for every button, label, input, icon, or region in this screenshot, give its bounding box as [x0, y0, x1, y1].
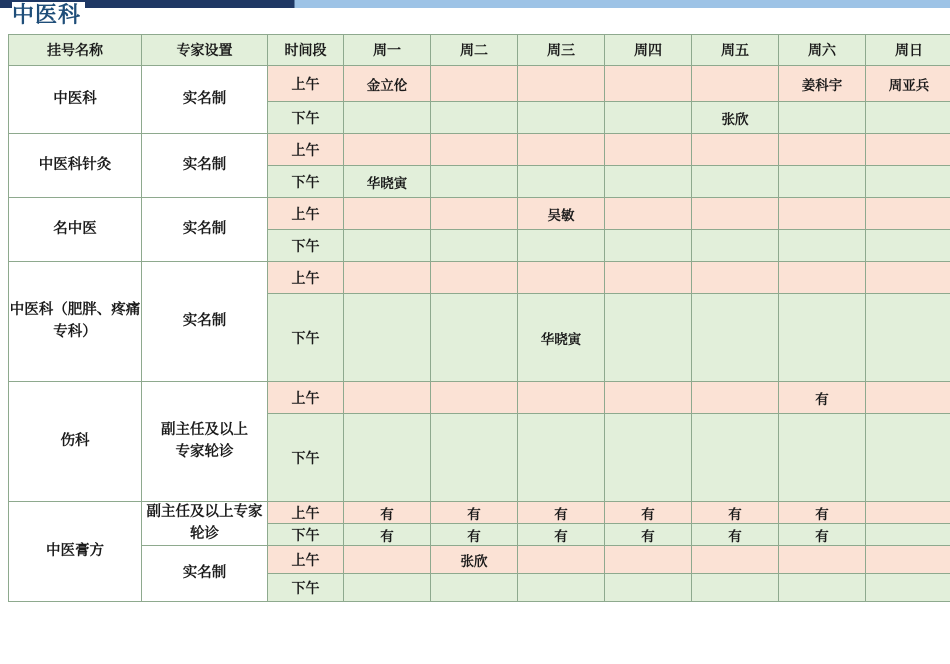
schedule-cell [431, 414, 518, 502]
schedule-cell [518, 546, 605, 574]
schedule-cell [692, 166, 779, 198]
schedule-cell[interactable]: 张欣 [692, 102, 779, 134]
period-cell: 下午 [268, 102, 344, 134]
registration-name-cell: 伤科 [9, 382, 142, 502]
table-body [9, 66, 950, 602]
schedule-cell [605, 546, 692, 574]
schedule-cell [692, 546, 779, 574]
schedule-cell [431, 262, 518, 294]
period-cell: 下午 [268, 166, 344, 198]
period-cell: 下午 [268, 230, 344, 262]
schedule-cell [344, 294, 431, 382]
table-row [9, 502, 950, 524]
header-rule [0, 0, 950, 8]
schedule-cell[interactable]: 有 [779, 502, 866, 524]
schedule-cell [866, 198, 950, 230]
page-title: 中医科 [12, 2, 85, 28]
schedule-cell [605, 262, 692, 294]
schedule-cell[interactable]: 周亚兵 [866, 66, 950, 102]
schedule-cell [692, 382, 779, 414]
expert-setting-cell: 实名制 [142, 546, 268, 602]
period-cell: 下午 [268, 574, 344, 602]
schedule-cell [779, 574, 866, 602]
schedule-cell [605, 382, 692, 414]
expert-setting-cell: 实名制 [142, 134, 268, 198]
schedule-cell [431, 198, 518, 230]
schedule-cell [605, 574, 692, 602]
schedule-cell[interactable]: 金立伦 [344, 66, 431, 102]
expert-setting-cell: 副主任及以上专家轮诊 [142, 502, 268, 546]
schedule-cell [779, 198, 866, 230]
schedule-cell [692, 198, 779, 230]
schedule-cell [779, 546, 866, 574]
schedule-cell [605, 134, 692, 166]
schedule-cell [344, 198, 431, 230]
header-row [9, 35, 950, 66]
schedule-cell[interactable]: 有 [692, 502, 779, 524]
schedule-cell[interactable]: 张欣 [431, 546, 518, 574]
schedule-cell [605, 166, 692, 198]
period-cell: 下午 [268, 414, 344, 502]
schedule-cell [605, 414, 692, 502]
registration-name-cell: 中医科（肥胖、疼痛专科） [9, 262, 142, 382]
schedule-cell [779, 230, 866, 262]
schedule-cell [344, 546, 431, 574]
expert-setting-cell: 副主任及以上 专家轮诊 [142, 382, 268, 502]
schedule-cell[interactable]: 有 [605, 524, 692, 546]
registration-name-cell: 中医科 [9, 66, 142, 134]
schedule-cell[interactable]: 有 [605, 502, 692, 524]
schedule-cell [518, 574, 605, 602]
column-header-tue: 周二 [431, 35, 518, 66]
registration-name-cell: 名中医 [9, 198, 142, 262]
column-header-thu: 周四 [605, 35, 692, 66]
schedule-cell [866, 134, 950, 166]
period-cell: 下午 [268, 524, 344, 546]
schedule-cell [344, 262, 431, 294]
period-cell: 上午 [268, 382, 344, 414]
column-header-sun: 周日 [866, 35, 950, 66]
schedule-cell [866, 262, 950, 294]
schedule-cell [518, 382, 605, 414]
schedule-cell [866, 502, 950, 524]
schedule-cell [692, 262, 779, 294]
expert-setting-cell: 实名制 [142, 262, 268, 382]
schedule-cell [431, 294, 518, 382]
schedule-cell [605, 198, 692, 230]
schedule-cell [866, 382, 950, 414]
schedule-cell [605, 294, 692, 382]
schedule-cell [518, 414, 605, 502]
schedule-cell [431, 382, 518, 414]
period-cell: 上午 [268, 134, 344, 166]
column-header-setting: 专家设置 [142, 35, 268, 66]
table-row [9, 134, 950, 166]
schedule-cell [431, 134, 518, 166]
expert-setting-cell: 实名制 [142, 198, 268, 262]
schedule-cell [518, 66, 605, 102]
schedule-cell [866, 524, 950, 546]
table-row [9, 382, 950, 414]
schedule-cell [431, 66, 518, 102]
schedule-cell[interactable]: 有 [518, 502, 605, 524]
schedule-cell [344, 102, 431, 134]
schedule-cell [605, 230, 692, 262]
schedule-cell [866, 414, 950, 502]
schedule-cell[interactable]: 华晓寅 [518, 294, 605, 382]
period-cell: 上午 [268, 262, 344, 294]
column-header-sat: 周六 [779, 35, 866, 66]
schedule-cell [431, 230, 518, 262]
schedule-cell [692, 66, 779, 102]
page-header [0, 0, 950, 30]
schedule-cell [344, 574, 431, 602]
schedule-cell[interactable]: 有 [344, 524, 431, 546]
schedule-cell [431, 102, 518, 134]
period-cell: 上午 [268, 502, 344, 524]
schedule-cell [692, 134, 779, 166]
expert-setting-cell: 实名制 [142, 66, 268, 134]
column-header-mon: 周一 [344, 35, 431, 66]
column-header-name: 挂号名称 [9, 35, 142, 66]
schedule-cell [518, 134, 605, 166]
schedule-cell [866, 294, 950, 382]
schedule-cell [431, 574, 518, 602]
schedule-cell [344, 134, 431, 166]
table-row [9, 66, 950, 102]
schedule-cell [866, 230, 950, 262]
period-cell: 下午 [268, 294, 344, 382]
table-row [9, 546, 950, 574]
schedule-cell [692, 230, 779, 262]
column-header-fri: 周五 [692, 35, 779, 66]
schedule-cell [518, 230, 605, 262]
period-cell: 上午 [268, 198, 344, 230]
schedule-cell [518, 102, 605, 134]
table-header [9, 35, 950, 66]
column-header-wed: 周三 [518, 35, 605, 66]
schedule-table [8, 34, 950, 602]
period-cell: 上午 [268, 66, 344, 102]
schedule-cell [779, 414, 866, 502]
schedule-cell [779, 134, 866, 166]
column-header-period: 时间段 [268, 35, 344, 66]
registration-name-cell: 中医膏方 [9, 502, 142, 602]
table-row [9, 198, 950, 230]
schedule-cell[interactable]: 有 [431, 502, 518, 524]
schedule-cell [692, 294, 779, 382]
schedule-cell [779, 294, 866, 382]
schedule-cell [866, 574, 950, 602]
schedule-cell[interactable]: 华晓寅 [344, 166, 431, 198]
schedule-cell[interactable]: 有 [779, 524, 866, 546]
schedule-cell[interactable]: 有 [692, 524, 779, 546]
table-row [9, 262, 950, 294]
schedule-cell [344, 230, 431, 262]
registration-name-cell: 中医科针灸 [9, 134, 142, 198]
schedule-cell [866, 102, 950, 134]
schedule-cell[interactable]: 有 [344, 502, 431, 524]
schedule-cell [779, 166, 866, 198]
schedule-cell[interactable]: 吴敏 [518, 198, 605, 230]
period-cell: 上午 [268, 546, 344, 574]
schedule-cell [866, 546, 950, 574]
schedule-cell [518, 166, 605, 198]
schedule-cell [779, 102, 866, 134]
schedule-cell[interactable]: 姜科宇 [779, 66, 866, 102]
schedule-cell[interactable]: 有 [779, 382, 866, 414]
schedule-cell[interactable]: 有 [518, 524, 605, 546]
schedule-cell [866, 166, 950, 198]
schedule-cell [605, 102, 692, 134]
schedule-cell[interactable]: 有 [431, 524, 518, 546]
schedule-cell [344, 414, 431, 502]
schedule-cell [692, 414, 779, 502]
schedule-cell [692, 574, 779, 602]
schedule-cell [518, 262, 605, 294]
schedule-cell [605, 66, 692, 102]
schedule-cell [431, 166, 518, 198]
schedule-cell [344, 382, 431, 414]
schedule-cell [779, 262, 866, 294]
